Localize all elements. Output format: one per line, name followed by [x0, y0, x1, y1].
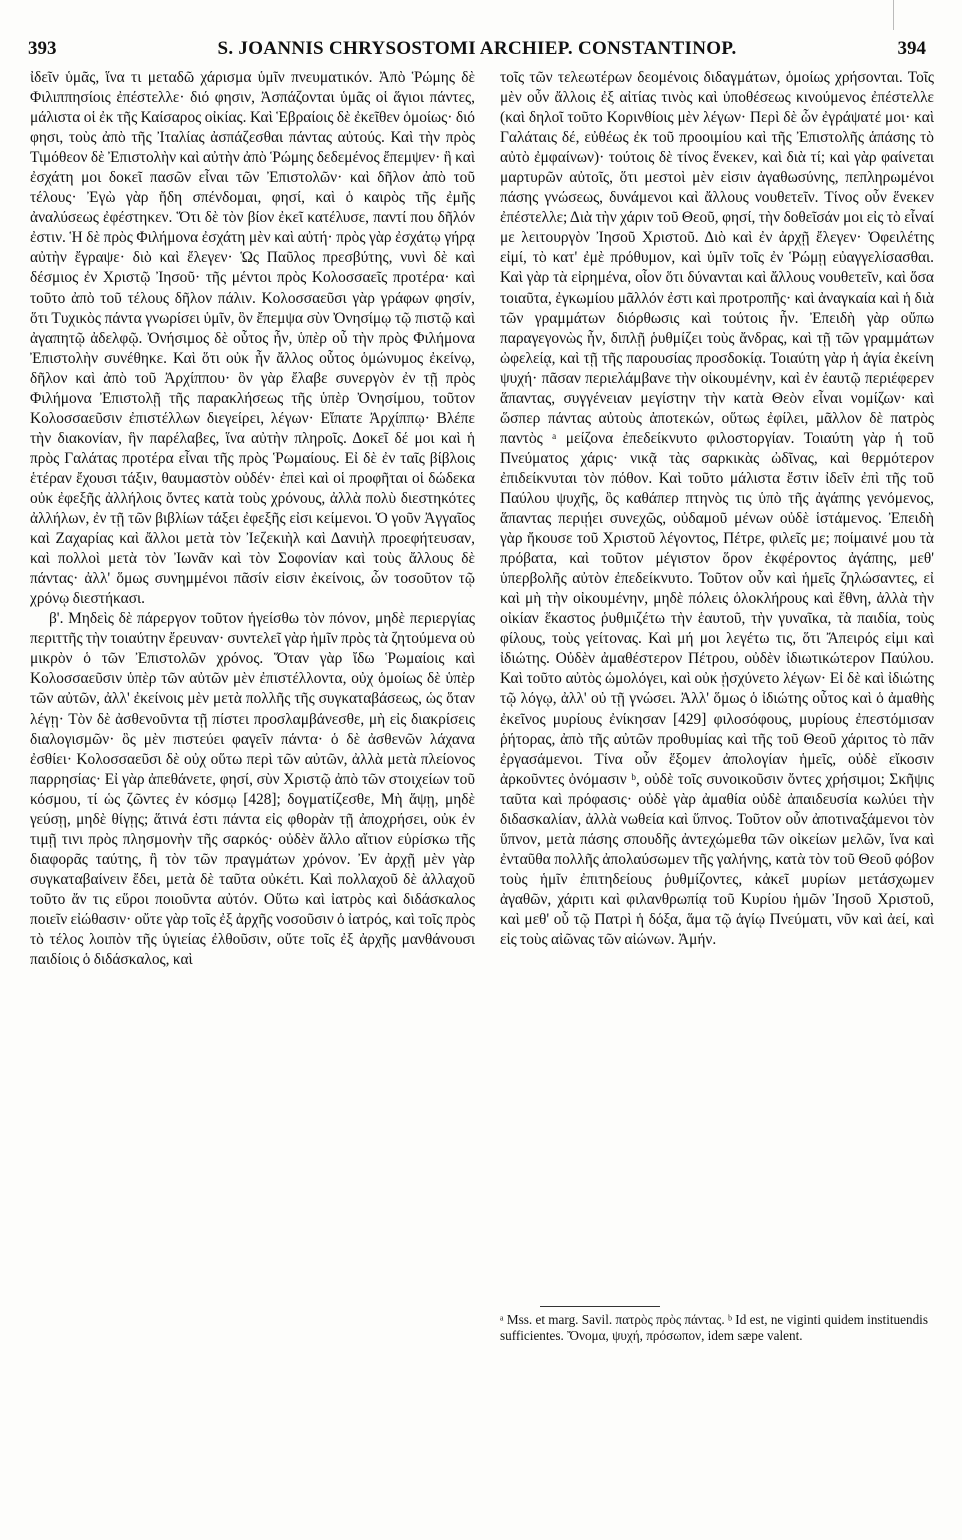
- footnote-rule: [540, 1306, 660, 1307]
- page-number-right: 394: [897, 38, 926, 59]
- running-title: S. JOANNIS CHRYSOSTOMI ARCHIEP. CONSTANTINOP.: [217, 38, 737, 59]
- page-edge-mark: [893, 0, 894, 30]
- right-column-text: τοῖς τῶν τελεωτέρων δεομένοις διδαγμάτων, ὁμοίως χρήσονται. Τοῖς μὲν οὖν ἄλλοις ἐξ αἰτίας τινὸς καὶ ὑποθέσεως κινούμενος ἐπέστελλε (καὶ δηλοῖ τοῦτο Κορινθίοις μὲν λέγων· Περὶ δὲ ὧν ἐγράψατέ μοι· καὶ Γαλάταις δέ, εὐθέως ἐκ τοῦ προοιμίου καὶ τῆς Ἐπιστολῆς ἁπάσης τὸ αὐτὸ ἐμφαίνων)· τούτοις δὲ τίνος ἕνεκεν, καὶ διὰ τί; καὶ γὰρ φαίνεται μαρτυρῶν αὐτοῖς, ὅτι μεστοὶ μὲν εἰσιν ἀγαθωσύνης, πεπληρωμένοι πάσης γνώσεως, δυνάμενοι καὶ ἄλλους νουθετεῖν. Τίνος οὖν ἕνεκεν ἐπέστελλε; Διὰ τὴν χάριν τοῦ Θεοῦ, φησί, τὴν δοθεῖσάν μοι εἰς τὸ εἶναί με λειτουργὸν Ἰησοῦ Χριστοῦ. Διὸ καὶ ἐν ἀρχῇ ἔλεγεν· Ὀφειλέτης εἰμί, τὸ κατ' ἐμὲ πρόθυμον, καὶ ὑμῖν τοῖς ἐν Ῥώμῃ εὐαγγελίσασθαι. Καὶ γὰρ τὰ εἰρημένα, οἷον ὅτι δύνανται καὶ ἄλλους νουθετεῖν, καὶ ὅσα τοιαῦτα, ἐγκωμίου μᾶλλόν ἐστι καὶ προτροπῆς· καὶ ἀναγκαία καὶ ἡ διὰ τῶν γραμμάτων διόρθωσις καὶ τούτοις ἦν. Ἐπειδὴ γὰρ οὔπω παραγεγονὼς ἦν, διπλῇ ῥυθμίζει τοὺς ἄνδρας, καὶ τῇ τῶν γραμμάτων ὠφελείᾳ, καὶ τῇ τῆς παρουσίας προσδοκίᾳ. Τοιαύτη γὰρ ἡ ἁγία ἐκείνη ψυχή· πᾶσαν περιελάμβανε τὴν οἰκουμένην, καὶ ἐν ἑαυτῷ περιέφερεν ἅπαντας, συγγένειαν μεγίστην τὴν κατὰ Θεὸν εἶναι νομίζων· καὶ ὥσπερ πάντας αὐτοὺς ἀποτεκών, οὕτως ἐφίλει, μᾶλλον δὲ πατρὸς παντὸς ᵃ μείζονα ἐπεδείκνυτο φιλοστοργίαν. Τοιαύτη γὰρ ἡ τοῦ Πνεύματος χάρις· νικᾷ τὰς σαρκικὰς ὠδῖνας, καὶ θερμότερον ἐπιδείκνυται τὸν πόθον. Καὶ τοῦτο μάλιστα ἔστιν ἰδεῖν ἐπὶ τῆς τοῦ Παύλου ψυχῆς, ὃς καθάπερ πτηνὸς τις ὑπὸ τῆς ἀγάπης γενόμενος, ἅπαντας περιῄει συνεχῶς, οὐδαμοῦ μένων οὐδὲ ἱστάμενος. Ἐπειδὴ γὰρ ἤκουσε τοῦ Χριστοῦ λέγοντος, Πέτρε, φιλεῖς με; ποίμαινέ μου τὰ πρόβατα, καὶ τοῦτον μέγιστον ὅρον ἐκφέροντος ἀγάπης, μεθ' ὑπερβολῆς αὐτὸν ἐπεδείκνυτο. Τοῦτον οὖν καὶ ἡμεῖς ζηλώσαντες, εἰ καὶ μὴ τὴν οἰκουμένην, μηδὲ πόλεις ὁλοκλήρους καὶ ἔθνη, ἀλλὰ τὴν οἰκίαν ἕκαστος ῥυθμιζέτω τὴν ἑαυτοῦ, τὴν γυναῖκα, τὰ παιδία, τοὺς φίλους, τοὺς γείτονας. Καὶ μή μοι λεγέτω τις, ὅτι Ἄπειρός εἰμι καὶ ἰδιώτης. Οὐδὲν ἀμαθέστερον Πέτρου, οὐδὲν ἰδιωτικώτερον Παύλου. Καὶ τοῦτο αὐτὸς ὡμολόγει, καὶ οὐκ ᾐσχύνετο λέγων· Εἰ δὲ καὶ ἰδιώτης τῷ λόγῳ, ἀλλ' οὐ τῇ γνώσει. Ἀλλ' ὅμως ὁ ἰδιώτης οὗτος καὶ ὁ ἀμαθὴς ἐκεῖνος μυρίους ἐνίκησαν [429] φιλοσόφους, μυρίους ἐπεστόμισαν ῥήτορας, ἀπὸ τῆς αὐτῶν προθυμίας καὶ τῆς τοῦ Θεοῦ χάριτος τὸ πᾶν ἐργασάμενοι. Τίνα οὖν ἕξομεν ἀπολογίαν ἡμεῖς, οὐδὲ εἴκοσιν ἀρκοῦντες ὀνόμασιν ᵇ, οὐδὲ τοῖς συνοικοῦσιν ὄντες χρήσιμοι; Σκῆψις ταῦτα καὶ πρόφασις· οὐδὲ γὰρ ἀμαθία οὐδὲ ἀπαιδευσία κωλύει τὴν διδασκαλίαν, ἀλλὰ νωθεία καὶ ὕπνος. Τοῦτον οὖν ἀποτιναξάμενοι τὸν ὕπνον, μετὰ πάσης σπουδῆς ἀντεχώμεθα τῶν οἰκείων μελῶν, ἵνα καὶ ἐνταῦθα πολλῆς ἀπολαύσωμεν τῆς γαλήνης, κατὰ τὸν τοῦ Θεοῦ φόβον τοὺς ἡμῖν ἐπιτηδείους ῥυθμίζοντες, κἀκεῖ μυρίων μετάσχωμεν ἀγαθῶν, χάριτι καὶ φιλανθρωπίᾳ τοῦ Κυρίου ἡμῶν Ἰησοῦ Χριστοῦ, καὶ μεθ' οὗ τῷ Πατρὶ ἡ δόξα, ἅμα τῷ ἁγίῳ Πνεύματι, νῦν καὶ ἀεί, καὶ εἰς τοὺς αἰῶνας τῶν αἰώνων. Ἀμήν.: [500, 69, 938, 949]
- left-column-text: ἰδεῖν ὑμᾶς, ἵνα τι μεταδῶ χάρισμα ὑμῖν πνευματικόν. Ἀπὸ Ῥώμης δὲ Φιλιππησίοις ἐπέστελλε· διό φησιν, Ἀσπάζονται ὑμᾶς οἱ ἅγιοι πάντες, μάλιστα οἱ ἐκ τῆς Καίσαρος οἰκίας. Καὶ Ἑβραίοις δὲ ἐκεῖθεν ὁμοίως· διό φησι, τοὺς ἀπὸ τῆς Ἰταλίας ἀσπάζεσθαι πάντας αὐτούς. Καὶ τὴν πρὸς Τιμόθεον δὲ Ἐπιστολὴν καὶ αὐτὴν ἀπὸ Ῥώμης δεδεμένος ἔπεμψεν· ἣ καὶ ἐσχάτη μοι δοκεῖ πασῶν εἶναι τῶν Ἐπιστολῶν· καὶ δῆλον ἀπὸ τοῦ τέλους· Ἐγὼ γὰρ ἤδη σπένδομαι, φησί, καὶ ὁ καιρὸς τῆς ἐμῆς ἀναλύσεως ἐφέστηκεν. Ὅτι δὲ τὸν βίον ἐκεῖ κατέλυσε, παντί που δῆλόν ἐστιν. Ἡ δὲ πρὸς Φιλήμονα ἐσχάτη μὲν καὶ αὐτή· πρὸς γὰρ ἐσχάτῳ γήρᾳ αὐτὴν ἔγραψε· διὸ καὶ ἔλεγεν· Ὡς Παῦλος πρεσβύτης, νυνὶ δὲ καὶ δέσμιος ἐν Χριστῷ Ἰησοῦ· τῆς μέντοι πρὸς Κολοσσαεῖς προτέρα· καὶ τοῦτο ἀπὸ τοῦ τέλους δῆλον πάλιν. Κολοσσαεῦσι γὰρ γράφων φησίν, ὅτι Τυχικὸς πάντα γνωρίσει ὑμῖν, ὃν ἔπεμψα σὺν Ὀνησίμῳ τῷ πιστῷ καὶ ἀγαπητῷ ἀδελφῷ. Ὀνήσιμος δὲ οὗτος ἦν, ὑπὲρ οὗ τὴν πρὸς Φιλήμονα Ἐπιστολὴν συνέθηκε. Καὶ ὅτι οὐκ ἦν ἄλλος οὗτος ὁμώνυμος ἐκείνῳ, δῆλον καὶ ἀπὸ τοῦ Ἀρχίππου· ὃν γὰρ ἔλαβε συνεργὸν ἐν τῇ πρὸς Φιλήμονα Ἐπιστολῇ τῆς παρακλήσεως τῆς ὑπὲρ Ὀνησίμου, τοῦτον Κολοσσαεῦσιν ἐπιστέλλων διεγείρει, λέγων· Εἴπατε Ἀρχίππῳ· Βλέπε τὴν διακονίαν, ἣν παρέλαβες, ἵνα αὐτὴν πληροῖς. Δοκεῖ δέ μοι καὶ ἡ πρὸς Γαλάτας προτέρα εἶναι τῆς πρὸς Ῥωμαίους. Εἰ δὲ ἐν ταῖς βίβλοις ἑτέραν ἔχουσι τάξιν, θαυμαστὸν οὐδέν· ἐπεὶ καὶ οἱ προφῆται οἱ δώδεκα οὐκ ἐφεξῆς ἀλλήλοις ὄντες κατὰ τοὺς χρόνους, ἀλλὰ πολὺ διεστηκότες ἀλλήλων, ἐν τῇ τῶν βιβλίων τάξει ἐφεξῆς εἰσι κείμενοι. Ὁ γοῦν Ἀγγαῖος καὶ Ζαχαρίας καὶ ἄλλοι μετὰ τὸν Ἰεζεκιὴλ καὶ Δανιὴλ προεφήτευσαν, καὶ πολλοὶ μετὰ τὸν Ἰωνᾶν καὶ τὸν Σοφονίαν καὶ τοὺς ἄλλους δὲ πάντας· ἀλλ' ὅμως συνημμένοι πᾶσίν εἰσιν ἐκείνοις, ὧν τοσοῦτον τῷ χρόνῳ διεστήκασι. β'. Μηδεὶς δὲ πάρεργον τοῦτον ἡγείσθω τὸν πόνον, μηδὲ περιεργίας περιττῆς τὴν τοιαύτην ἔρευναν· συντελεῖ γὰρ ἡμῖν πρὸς τὰ ζητούμενα οὐ μικρὸν ὁ τῶν Ἐπιστολῶν χρόνος. Ὅταν γὰρ ἴδω Ῥωμαίοις καὶ Κολοσσαεῦσιν ὑπὲρ τῶν αὐτῶν μὲν ἐπιστέλλοντα, οὐχ ὁμοίως δὲ ὑπὲρ τῶν αὐτῶν, ἀλλ' ἐκείνοις μὲν μετὰ πολλῆς τῆς συγκαταβάσεως, ὡς ὅταν λέγῃ· Τὸν δὲ ἀσθενοῦντα τῇ πίστει προσλαμβάνεσθε, μὴ εἰς διακρίσεις διαλογισμῶν· ὃς μὲν πιστεύει φαγεῖν πάντα· ὁ δὲ ἀσθενῶν λάχανα ἐσθίει· Κολοσσαεῦσι δὲ οὐχ οὕτω περὶ τῶν αὐτῶν, ἀλλὰ μετὰ πλείονος παρρησίας· Εἰ γὰρ ἀπεθάνετε, φησί, σὺν Χριστῷ ἀπὸ τῶν στοιχείων τοῦ κόσμου, τί ὡς ζῶντες ἐν κόσμῳ [428]; δογματίζεσθε, Μὴ ἅψῃ, μηδὲ γεύσῃ, μηδὲ θίγῃς; ἅτινά ἐστι πάντα εἰς φθορὰν τῇ ἀποχρήσει, οὐκ ἐν τιμῇ τινι πρὸς πλησμονὴν τῆς σαρκός· οὐδὲν ἄλλο αἴτιον εὑρίσκω τῆς διαφορᾶς ταύτης, ἢ τὸν τῶν πραγμάτων χρόνον. Ἐν ἀρχῇ μὲν γὰρ συγκαταβαίνειν ἔδει, μετὰ δὲ ταῦτα οὐκέτι. Καὶ πολλαχοῦ δὲ ἀλλαχοῦ τοῦτο ἄν τις εὕροι ποιοῦντα αὐτόν. Οὕτω καὶ ἰατρὸς καὶ διδάσκαλος ποιεῖν εἰώθασιν· οὔτε γὰρ τοῖς ἐξ ἀρχῆς νοσοῦσιν ὁ ἰατρός, καὶ τοῖς πρὸς τὸ τέλος λοιπὸν τῆς ὑγιείας ἐλθοῦσιν, οὔτε τοῖς ἐξ ἀρχῆς μανθάνουσι παιδίοις ὁ διδάσκαλος, καὶ: [30, 69, 476, 969]
- page-number-left: 393: [28, 38, 57, 59]
- running-header: [28, 38, 926, 64]
- footnotes: ᵃ Mss. et marg. Savil. πατρὸς πρὸς πάντας. ᵇ Id est, ne viginti quidem instituendis sufficientes. Ὄνομα, ψυχή, πρόσωπον, idem sæpe valent.: [500, 1312, 932, 1343]
